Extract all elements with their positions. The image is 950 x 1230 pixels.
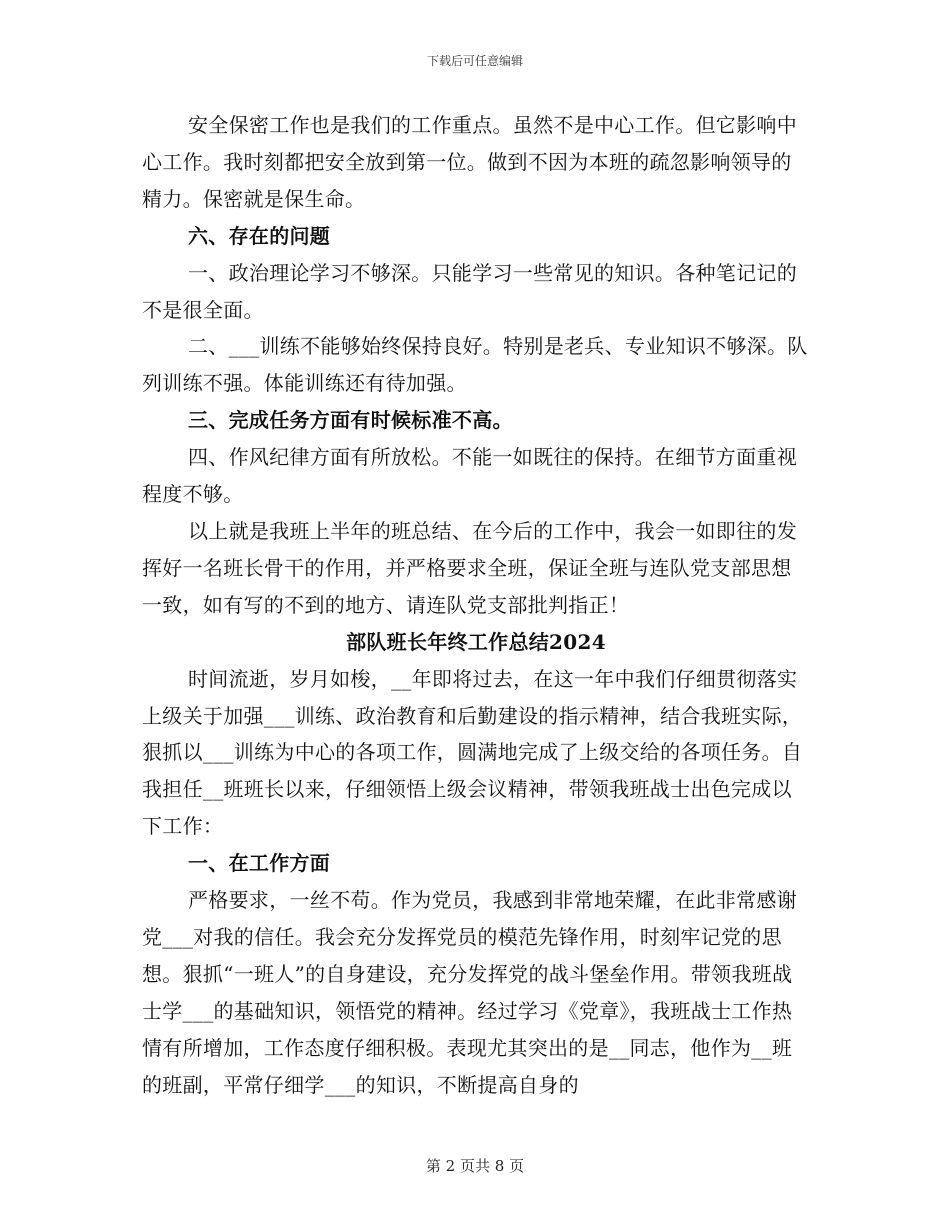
- paragraph-conclusion: 以上就是我班上半年的班总结、在今后的工作中，我会一如即往的发挥好一名班长骨干的作用，并严格要求全班，保证全班与连队党支部思想一致，如有写的不到的地方、请连队党支部批判指正！: [142, 518, 797, 617]
- heading-work-aspect: 一、在工作方面: [188, 851, 331, 876]
- paragraph-problem-3: 三、完成任务方面有时候标准不高。: [188, 408, 513, 433]
- page-header: 下载后可任意编辑: [426, 54, 523, 68]
- paragraph-problem-2: 二、___训练不能够始终保持良好。特别是老兵、专业知识不够深。队列训练不强。体能训练还有待加强。: [142, 334, 808, 396]
- paragraph-work-detail: 严格要求，一丝不苟。作为党员，我感到非常地荣耀，在此非常感谢党___对我的信任。我会充分发挥党员的模范先锋作用，时刻牢记党的思想。狠抓“一班人”的自身建设，充分发挥党的战斗堡垒作用。带领我班战士学___的基础知识，领悟党的精神。经过学习《党章》，我班战士工作热情有所增加，工作态度仔细积极。表现尤其突出的是__同志，他作为__班的班副，平常仔细学___的知识，不断提高自身的: [142, 888, 797, 1097]
- page-footer: 第 2 页共 8 页: [425, 1157, 525, 1175]
- heading-existing-problems: 六、存在的问题: [188, 223, 331, 248]
- document-body: [142, 107, 810, 1103]
- section-title: 部队班长年终工作总结2024: [346, 629, 606, 654]
- paragraph-intro: 时间流逝，岁月如梭，__年即将过去，在这一年中我们仔细贯彻落实上级关于加强___训练、政治教育和后勤建设的指示精神，结合我班实际，狠抓以___训练为中心的各项工作，圆满地完成了上级交给的各项任务。自我担任__班班长以来，仔细领悟上级会议精神，带领我班战士出色完成以下工作：: [142, 666, 803, 839]
- paragraph-problem-1: 一、政治理论学习不够深。只能学习一些常见的知识。各种笔记记的不是很全面。: [142, 260, 797, 322]
- paragraph-security: 安全保密工作也是我们的工作重点。虽然不是中心工作。但它影响中心工作。我时刻都把安全放到第一位。做到不因为本班的疏忽影响领导的精力。保密就是保生命。: [142, 113, 797, 211]
- paragraph-problem-4: 四、作风纪律方面有所放松。不能一如既往的保持。在细节方面重视程度不够。: [142, 445, 797, 507]
